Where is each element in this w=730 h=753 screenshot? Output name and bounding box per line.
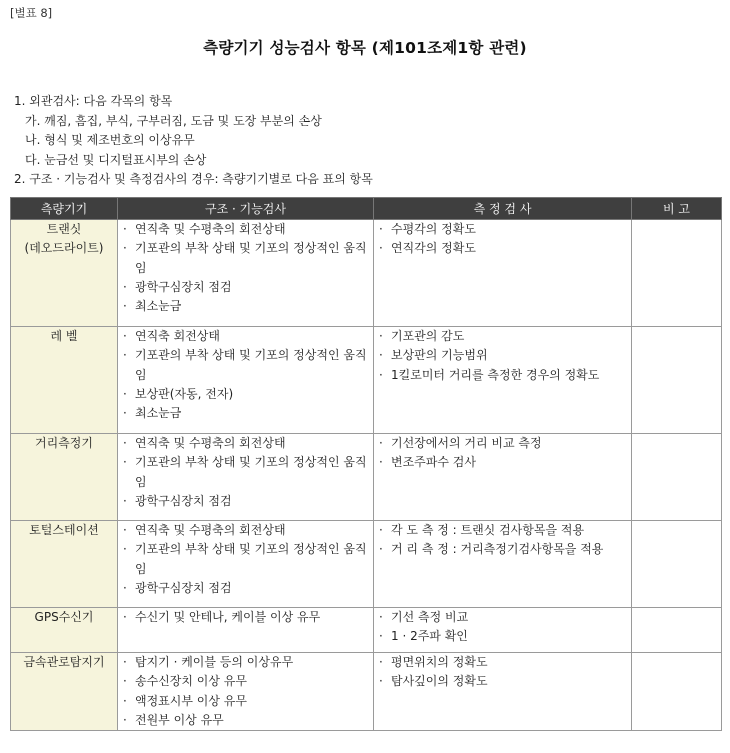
bullet-item (118, 220, 373, 239)
inspection-table (10, 197, 722, 731)
bullet-item (118, 327, 373, 346)
remarks-cell (632, 327, 722, 434)
intro-line: 2. 구조 · 기능검사 및 측정검사의 경우: 측량기기별로 다음 표의 항목 (14, 172, 373, 186)
bullet-item (374, 540, 631, 559)
bullet-item (374, 366, 631, 385)
bullet-text: · 탐사깊이의 정확도 (391, 674, 488, 689)
header-structure-function: 구조 · 기능검사 (118, 198, 374, 220)
bullet-item (118, 692, 373, 711)
measurement-cell (374, 608, 632, 653)
bullet-text: · 연직축 및 수평축의 회전상태 (135, 222, 286, 236)
bullet-item (118, 297, 373, 316)
bullet-text: · 최소눈금 (135, 299, 182, 314)
annex-tag: [별표 8] (10, 6, 53, 20)
measurement-cell (374, 434, 632, 521)
bullet-item (118, 453, 373, 492)
bullet-text: · 탐지기 · 케이블 등의 이상유무 (135, 655, 294, 669)
bullet-item (374, 521, 631, 540)
bullet-text: · 기포관의 부착 상태 및 기포의 정상적인 움직임 (135, 542, 367, 576)
bullet-text: · 기포관의 부착 상태 및 기포의 정상적인 움직임 (135, 348, 367, 382)
bullet-text: · 기선장에서의 거리 비교 측정 (391, 436, 542, 450)
instrument-name: 토털스테이션 (11, 521, 118, 608)
table-row (11, 608, 722, 653)
intro-list (14, 92, 373, 190)
bullet-item (118, 385, 373, 404)
bullet-item (118, 711, 373, 730)
intro-line: 가. 깨짐, 흠집, 부식, 구부러짐, 도금 및 도장 부분의 손상 (25, 113, 322, 128)
bullet-text: · 수평각의 정확도 (391, 222, 476, 236)
structure-function-cell (118, 327, 374, 434)
table-row (11, 220, 722, 327)
bullet-text: · 거 리 측 정 : 거리측정기검사항목을 적용 (391, 542, 604, 557)
bullet-text: · 송수신장치 이상 유무 (135, 674, 247, 689)
structure-function-cell (118, 521, 374, 608)
intro-line: 나. 형식 및 제조번호의 이상유무 (25, 133, 195, 147)
bullet-item (374, 608, 631, 627)
measurement-cell (374, 653, 632, 731)
bullet-text: · 변조주파수 검사 (391, 455, 476, 470)
bullet-item (118, 492, 373, 511)
table-header-row (11, 198, 722, 220)
bullet-text: · 보상판(자동, 전자) (135, 386, 234, 401)
bullet-item (118, 278, 373, 297)
bullet-item (374, 672, 631, 691)
table-row (11, 653, 722, 731)
bullet-text: · 연직축 및 수평축의 회전상태 (135, 436, 286, 450)
intro-line: 다. 눈금선 및 디지털표시부의 손상 (25, 152, 207, 167)
remarks-cell (632, 521, 722, 608)
bullet-text: · 연직각의 정확도 (391, 241, 476, 256)
bullet-text: · 1킬로미터 거리를 측정한 경우의 정확도 (391, 367, 600, 382)
bullet-item (118, 608, 373, 627)
bullet-item (374, 239, 631, 258)
bullet-item (374, 434, 631, 453)
bullet-text: · 각 도 측 정 : 트랜싯 검사항목을 적용 (391, 523, 585, 537)
remarks-cell (632, 608, 722, 653)
bullet-item (374, 453, 631, 472)
bullet-text: · 1 · 2주파 확인 (391, 629, 468, 644)
structure-function-cell (118, 220, 374, 327)
document-title: 측량기기 성능검사 항목 (제101조제1항 관련) (203, 39, 527, 57)
bullet-item (118, 404, 373, 423)
bullet-item (118, 672, 373, 691)
bullet-item (118, 653, 373, 672)
header-instrument: 측량기기 (11, 198, 118, 220)
table-row (11, 327, 722, 434)
instrument-name: 트랜싯 (데오드라이트) (11, 220, 118, 327)
bullet-item (118, 434, 373, 453)
bullet-text: · 전원부 이상 유무 (135, 712, 224, 727)
table-row (11, 434, 722, 521)
remarks-cell (632, 220, 722, 327)
bullet-text: · 보상판의 기능범위 (391, 348, 488, 363)
bullet-item (374, 346, 631, 365)
bullet-item (374, 627, 631, 646)
structure-function-cell (118, 434, 374, 521)
bullet-item (118, 521, 373, 540)
bullet-item (118, 346, 373, 385)
table-row (11, 521, 722, 608)
bullet-item (374, 220, 631, 239)
bullet-text: · 기포관의 감도 (391, 329, 465, 343)
structure-function-cell (118, 608, 374, 653)
measurement-cell (374, 521, 632, 608)
remarks-cell (632, 434, 722, 521)
bullet-text: · 평면위치의 정확도 (391, 655, 488, 669)
header-remarks: 비 고 (632, 198, 722, 220)
bullet-text: · 액정표시부 이상 유무 (135, 693, 247, 708)
bullet-item (118, 239, 373, 278)
bullet-text: · 연직축 및 수평축의 회전상태 (135, 523, 286, 537)
bullet-item (118, 579, 373, 598)
instrument-name: 금속관로탐지기 (11, 653, 118, 731)
measurement-cell (374, 220, 632, 327)
bullet-text: · 광학구심장치 점검 (135, 493, 232, 508)
bullet-text: · 기포관의 부착 상태 및 기포의 정상적인 움직임 (135, 241, 367, 275)
bullet-item (374, 327, 631, 346)
bullet-text: · 연직축 회전상태 (135, 329, 220, 343)
bullet-text: · 기포관의 부착 상태 및 기포의 정상적인 움직임 (135, 455, 367, 489)
bullet-item (118, 540, 373, 579)
bullet-text: · 최소눈금 (135, 406, 182, 421)
bullet-text: · 수신기 및 안테나, 케이블 이상 유무 (135, 610, 321, 624)
bullet-item (374, 653, 631, 672)
instrument-name: GPS수신기 (11, 608, 118, 653)
intro-line: 1. 외관검사: 다음 각목의 항목 (14, 94, 173, 108)
remarks-cell (632, 653, 722, 731)
instrument-name: 레 벨 (11, 327, 118, 434)
measurement-cell (374, 327, 632, 434)
header-measurement: 측 정 검 사 (374, 198, 632, 220)
instrument-name: 거리측정기 (11, 434, 118, 521)
bullet-text: · 광학구심장치 점검 (135, 580, 232, 595)
bullet-text: · 광학구심장치 점검 (135, 279, 232, 294)
bullet-text: · 기선 측정 비교 (391, 610, 469, 624)
structure-function-cell (118, 653, 374, 731)
